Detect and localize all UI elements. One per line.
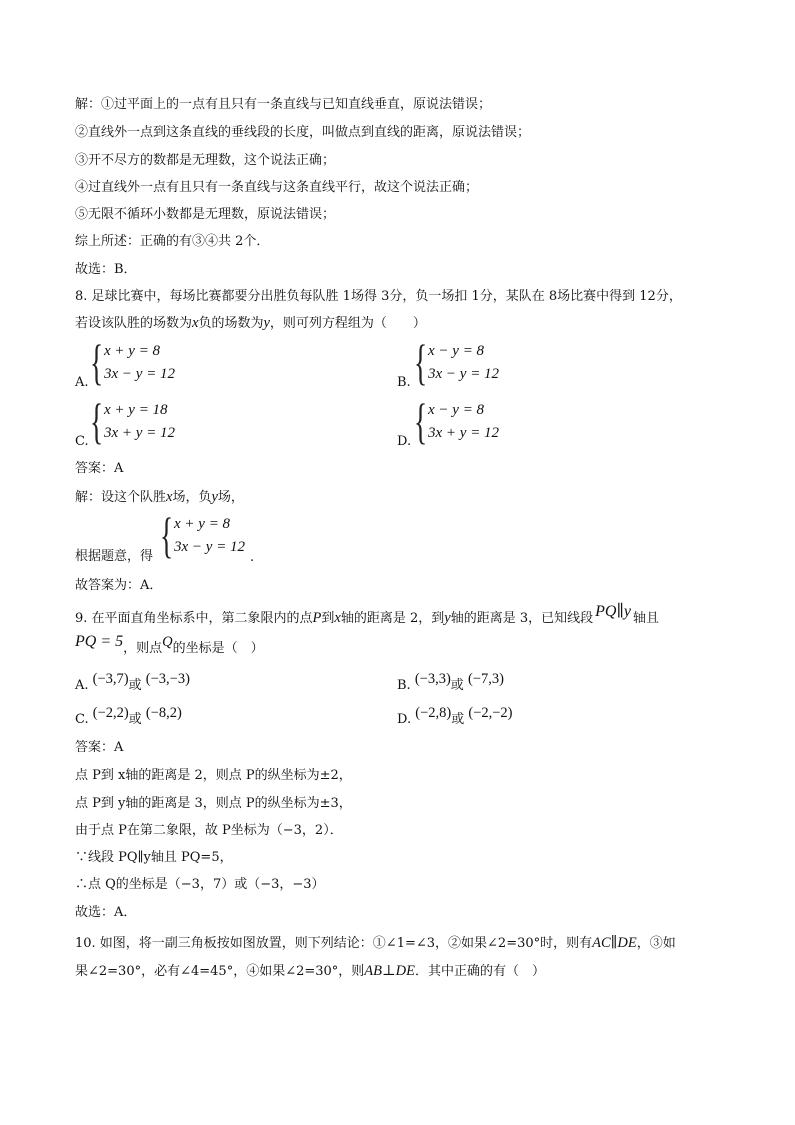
solution-choice: 故选：B． — [75, 262, 137, 277]
q9-final: 故选：A． — [75, 905, 137, 920]
solution-line-5: ⑤无限不循环小数都是无理数，原说法错误； — [75, 207, 336, 222]
q9-solution-line-5: ∴点 Q的坐标是（−3，7）或（−3，−3） — [75, 877, 325, 892]
q8-answer: 答案：A — [75, 461, 124, 476]
q9-solution-line-4: ∵线段 PQ∥y轴且 PQ=5， — [75, 850, 233, 865]
q10-stem-line-2: 果∠2=30°，必有∠4=45°，④如果∠2=30°，则AB⊥DE．其中正确的有（ ） — [75, 963, 545, 979]
equation-system: { x − y = 8 3x + y = 12 — [414, 393, 500, 449]
q9-option-b[interactable]: B. (−3,3)或 (−7,3) — [397, 671, 504, 693]
solution-summary: 综上所述：正确的有③④共 2个． — [75, 234, 270, 249]
equation-system: { x + y = 18 3x + y = 12 — [90, 393, 176, 449]
q9-stem-line-2: PQ = 5，则点Q的坐标是（ ） — [75, 633, 264, 656]
q8-final: 故答案为：A． — [75, 578, 163, 593]
q10-stem-line-1: 10. 如图，将一副三角板按如图放置，则下列结论：①∠1=∠3，②如果∠2=30°时，则有AC∥DE，③如 — [75, 935, 676, 951]
q9-solution-line-2: 点 P到 y轴的距离是 3，则点 P的纵坐标为±3， — [75, 796, 352, 811]
solution-line-1: 解：①过平面上的一点有且只有一条直线与已知直线垂直，原说法错误； — [75, 97, 492, 112]
equation-system: { x − y = 8 3x − y = 12 — [414, 334, 500, 390]
equation-system: { x + y = 8 3x − y = 12 — [90, 334, 176, 390]
q9-option-a[interactable]: A. (−3,7)或 (−3,−3) — [75, 671, 190, 693]
q9-answer: 答案：A — [75, 740, 124, 755]
solution-equation-system: { x + y = 8 3x − y = 12 — [160, 507, 246, 563]
q8-stem-line-2: 若设该队胜的场数为x负的场数为y，则可列方程组为（ ） — [75, 315, 426, 331]
solution-line-3: ③开不尽方的数都是无理数，这个说法正确； — [75, 153, 336, 168]
q9-option-c[interactable]: C. (−2,2)或 (−8,2) — [75, 705, 182, 727]
q9-option-d[interactable]: D. (−2,8)或 (−2,−2) — [397, 705, 513, 727]
q8-solution-line-1: 解：设这个队胜x场，负y场， — [75, 489, 244, 505]
q8-solution-line-2: 根据题意，得 — [75, 549, 154, 564]
q8-solution-period: . — [250, 550, 255, 565]
q9-stem-line-1: 9. 在平面直角坐标系中，第二象限内的点P到x轴的距离是 2，到y轴的距离是 3，已知线段 PQ∥y 轴且 — [75, 603, 659, 626]
q9-solution-line-1: 点 P到 x轴的距离是 2，则点 P的纵坐标为±2， — [75, 768, 352, 783]
q9-solution-line-3: 由于点 P在第二象限，故 P坐标为（−3，2）． — [75, 823, 343, 838]
solution-line-2: ②直线外一点到这条直线的垂线段的长度，叫做点到直线的距离，原说法错误； — [75, 125, 531, 140]
q8-stem-line-1: 8. 足球比赛中，每场比赛都要分出胜负每队胜 1场得 3分，负一场扣 1分，某队在 8场比赛中得到 12分， — [75, 289, 682, 304]
solution-line-4: ④过直线外一点有且只有一条直线与这条直线平行，故这个说法正确； — [75, 180, 479, 195]
